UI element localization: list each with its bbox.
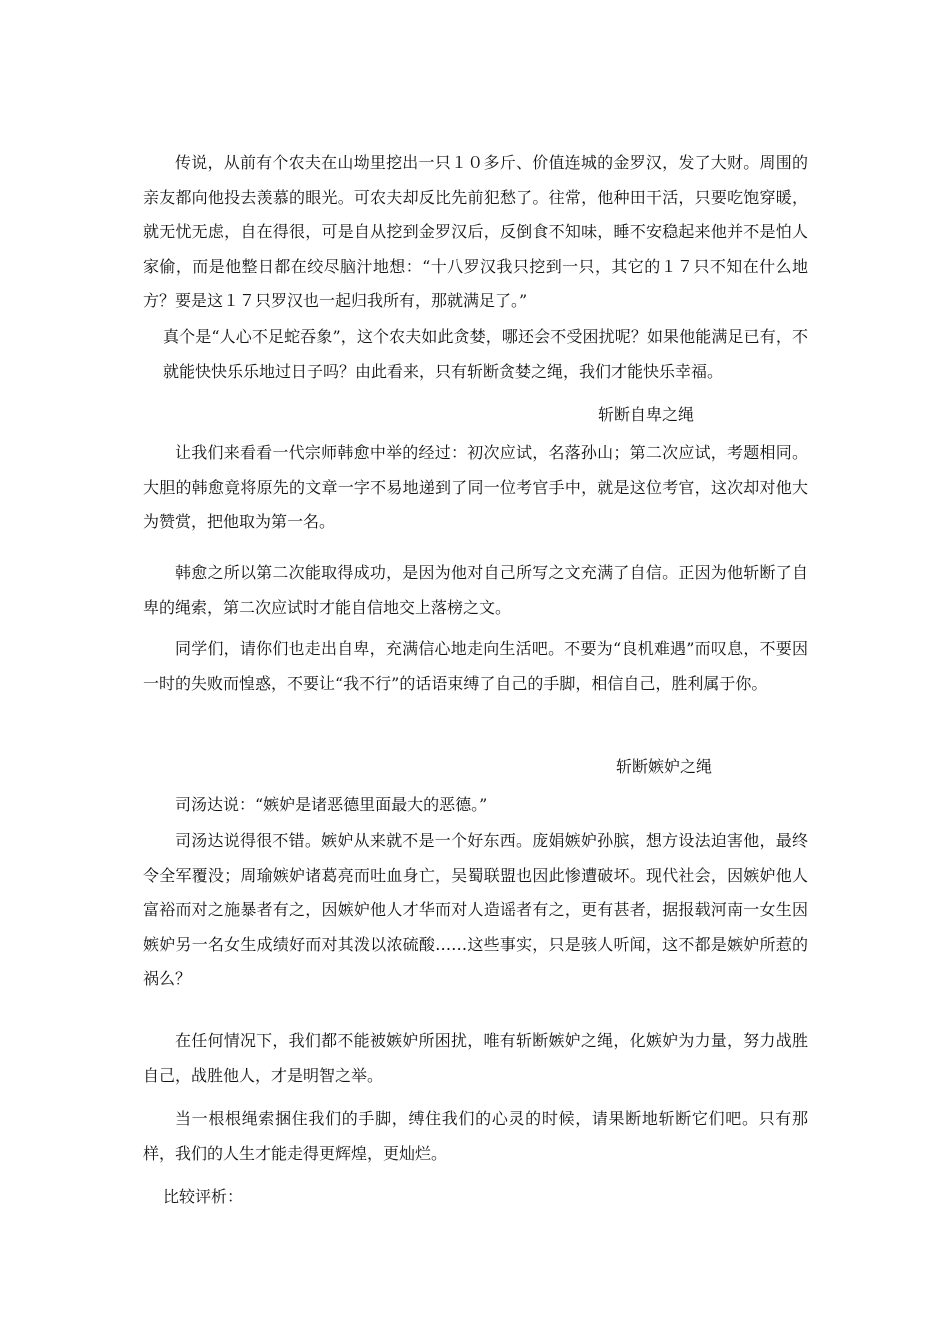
paragraph-comparative-review-label: 比较评析： xyxy=(163,1187,244,1206)
paragraph-stendhal-quote: 司汤达说：“嫉妒是诸恶德里面最大的恶德。” xyxy=(175,795,488,814)
paragraph-overcome-jealousy: 在任何情况下，我们都不能被嫉妒所困扰，唯有斩断嫉妒之绳，化嫉妒为力量，努力战胜自己，战胜他人，才是明智之举。 xyxy=(143,1031,808,1085)
paragraph-han-yu-confidence: 韩愈之所以第二次能取得成功，是因为他对自己所写之文充满了自信。正因为他斩断了自卑的绳索，第二次应试时才能自信地交上落榜之文。 xyxy=(143,563,808,617)
paragraph-han-yu-exam: 让我们来看看一代宗师韩愈中举的经过：初次应试，名落孙山；第二次应试，考题相同。大胆的韩愈竟将原先的文章一字不易地递到了同一位考官手中，就是这位考官，这次却对他大为赞赏，把他取为第一名。 xyxy=(143,443,808,532)
paragraph-golden-arhat-story: 传说，从前有个农夫在山坳里挖出一只１０多斤、价值连城的金罗汉，发了大财。周围的亲友都向他投去羡慕的眼光。可农夫却反比先前犯愁了。往常，他种田干活，只要吃饱穿暖，就无忧无虑，自在得很，可是自从挖到金罗汉后，反倒食不知味，睡不安稳起来他并不是怕人家偷，而是他整日都在绞尽脑汁地想：“十八罗汉我只挖到一只，其它的１７只不知在什么地方？要是这１７只罗汉也一起归我所有，那就满足了。” xyxy=(143,153,808,311)
paragraph-cut-the-ropes: 当一根根绳索捆住我们的手脚，缚住我们的心灵的时候，请果断地斩断它们吧。只有那样，我们的人生才能走得更辉煌，更灿烂。 xyxy=(143,1109,808,1163)
paragraph-jealousy-examples: 司汤达说得很不错。嫉妒从来就不是一个好东西。庞娟嫉妒孙膑，想方设法迫害他，最终令全军覆没；周瑜嫉妒诸葛亮而吐血身亡，吴蜀联盟也因此惨遭破坏。现代社会，因嫉妒他人富裕而对之施暴者有之，因嫉妒他人才华而对人造谣者有之，更有甚者，据报载河南一女生因嫉妒另一名女生成绩好而对其泼以浓硫酸……这些事实，只是骇人听闻，这不都是嫉妒所惹的祸么？ xyxy=(143,831,808,989)
section-heading-jealousy: 斩断嫉妒之绳 xyxy=(616,757,713,776)
paragraph-greed-conclusion: 真个是“人心不足蛇吞象”，这个农夫如此贪婪，哪还会不受困扰呢？如果他能满足已有，不就能快快乐乐地过日子吗？由此看来，只有斩断贪婪之绳，我们才能快乐幸福。 xyxy=(163,327,808,381)
paragraph-walk-out-of-inferiority: 同学们，请你们也走出自卑，充满信心地走向生活吧。不要为“良机难遇”而叹息，不要因一时的失败而惶惑，不要让“我不行”的话语束缚了自己的手脚，相信自己，胜利属于你。 xyxy=(143,639,808,693)
section-heading-inferiority: 斩断自卑之绳 xyxy=(598,405,695,424)
